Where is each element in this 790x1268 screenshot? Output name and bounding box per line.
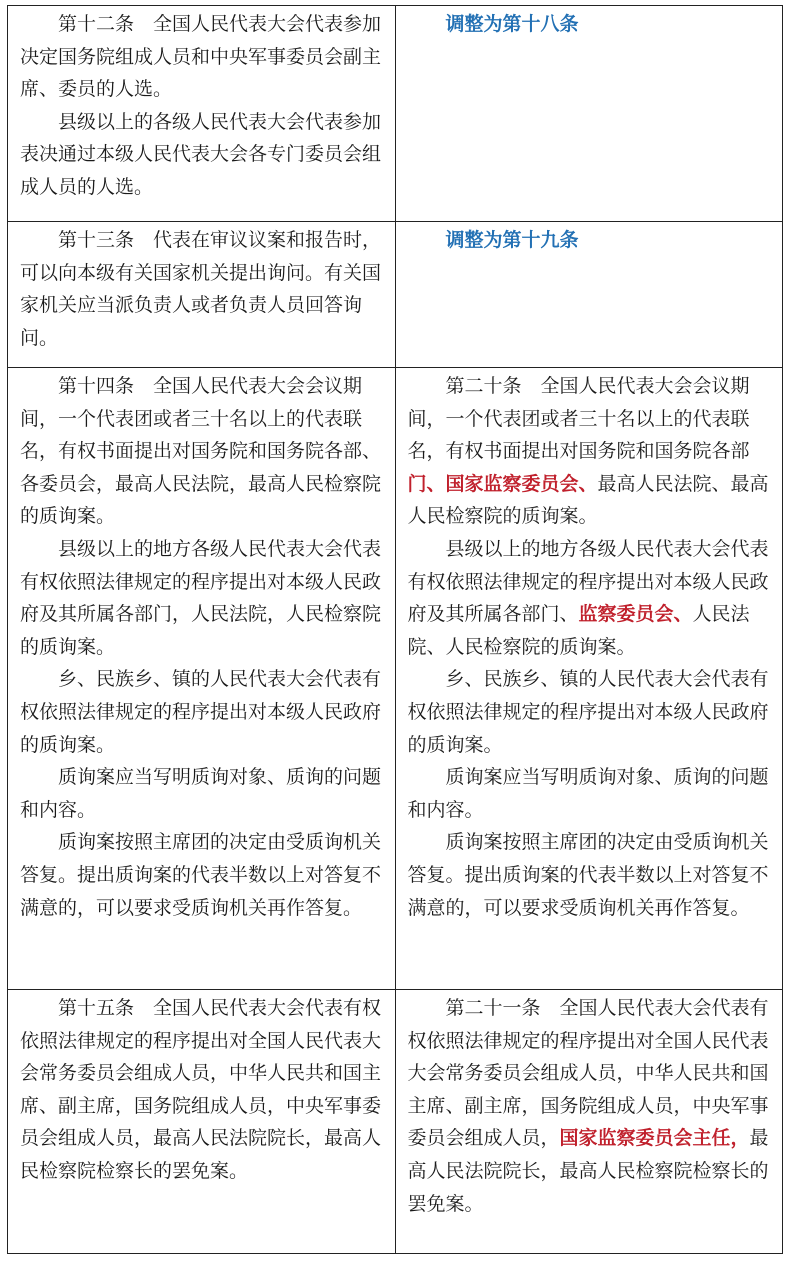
revised-article-cell xyxy=(395,6,783,222)
article-paragraph: 第十五条 全国人民代表大会代表有权依照法律规定的程序提出对全国人民代表大会常务委员会组成人员，中华人民共和国主席、副主席，国务院组成人员，中央军事委员会组成人员，最高人民法院院长，最高人民检察院检察长的罢免案。 xyxy=(20,997,382,1182)
article-paragraph: 乡、民族乡、镇的人民代表大会代表有权依照法律规定的程序提出对本级人民政府的质询案。 xyxy=(407,668,769,756)
table-row xyxy=(8,990,783,1254)
added-text: 门、国家监察委员会、 xyxy=(407,472,598,495)
table-row xyxy=(8,222,783,368)
article-paragraph: 县级以上的各级人民代表大会代表参加表决通过本级人民代表大会各专门委员会组成人员的人选。 xyxy=(20,110,382,198)
paragraph-text: 最高人民法院院长，最高人民检察院检察长的罢免案。 xyxy=(407,1127,769,1215)
original-article-cell xyxy=(8,222,396,368)
adjustment-note: 调整为第十九条 xyxy=(445,229,579,251)
article-paragraph: 质询案应当写明质询对象、质询的问题和内容。 xyxy=(407,766,769,821)
original-article-cell xyxy=(8,6,396,222)
revised-article-cell xyxy=(395,222,783,368)
article-paragraph xyxy=(408,370,771,533)
table-row xyxy=(8,368,783,990)
revised-article-cell xyxy=(395,368,783,990)
table-row xyxy=(8,6,783,222)
article-paragraph: 第十三条 代表在审议议案和报告时，可以向本级有关国家机关提出询问。有关国家机关应当派负责人或者负责人员回答询问。 xyxy=(20,229,382,349)
paragraph-text: 人民法院、人民检察院的质询案。 xyxy=(407,603,750,658)
article-paragraph: 质询案应当写明质询对象、质询的问题和内容。 xyxy=(20,766,382,821)
paragraph-text: 第二十条 全国人民代表大会会议期间，一个代表团或者三十名以上的代表联名，有权书面提出对国务院和国务院各部 xyxy=(407,375,750,463)
original-article-cell xyxy=(8,368,396,990)
paragraph-text: 最高人民法院、最高人民检察院的质询案。 xyxy=(407,472,769,528)
article-paragraph: 县级以上的地方各级人民代表大会代表有权依照法律规定的程序提出对本级人民政府及其所属各部门，人民法院，人民检察院的质询案。 xyxy=(20,537,382,658)
article-paragraph: 质询案按照主席团的决定由受质询机关答复。提出质询案的代表半数以上对答复不满意的，可以要求受质询机关再作答复。 xyxy=(407,831,769,919)
original-article-cell xyxy=(8,990,396,1254)
article-paragraph: 质询案按照主席团的决定由受质询机关答复。提出质询案的代表半数以上对答复不满意的，可以要求受质询机关再作答复。 xyxy=(20,831,382,919)
added-text: 监察委员会、 xyxy=(578,603,693,626)
article-paragraph: 第十四条 全国人民代表大会会议期间，一个代表团或者三十名以上的代表联名，有权书面提出对国务院和国务院各部、各委员会，最高人民法院，最高人民检察院的质询案。 xyxy=(20,375,382,528)
adjustment-note: 调整为第十八条 xyxy=(445,13,579,35)
added-text: 国家监察委员会主任， xyxy=(559,1127,750,1150)
article-paragraph: 乡、民族乡、镇的人民代表大会代表有权依照法律规定的程序提出对本级人民政府的质询案。 xyxy=(20,668,382,756)
paragraph-text: 第二十一条 全国人民代表大会代表有权依照法律规定的程序提出对全国人民代表大会常务委员会组成人员，中华人民共和国主席、副主席，国务院组成人员，中央军事委员会组成人员， xyxy=(407,997,769,1150)
law-comparison-table xyxy=(7,5,783,1254)
revised-article-cell xyxy=(395,990,783,1254)
article-paragraph xyxy=(408,992,771,1220)
paragraph-text: 县级以上的地方各级人民代表大会代表有权依照法律规定的程序提出对本级人民政府及其所属各部门、 xyxy=(407,537,769,626)
article-paragraph: 第十二条 全国人民代表大会代表参加决定国务院组成人员和中央军事委员会副主席、委员的人选。 xyxy=(20,13,382,101)
article-paragraph xyxy=(408,533,771,663)
